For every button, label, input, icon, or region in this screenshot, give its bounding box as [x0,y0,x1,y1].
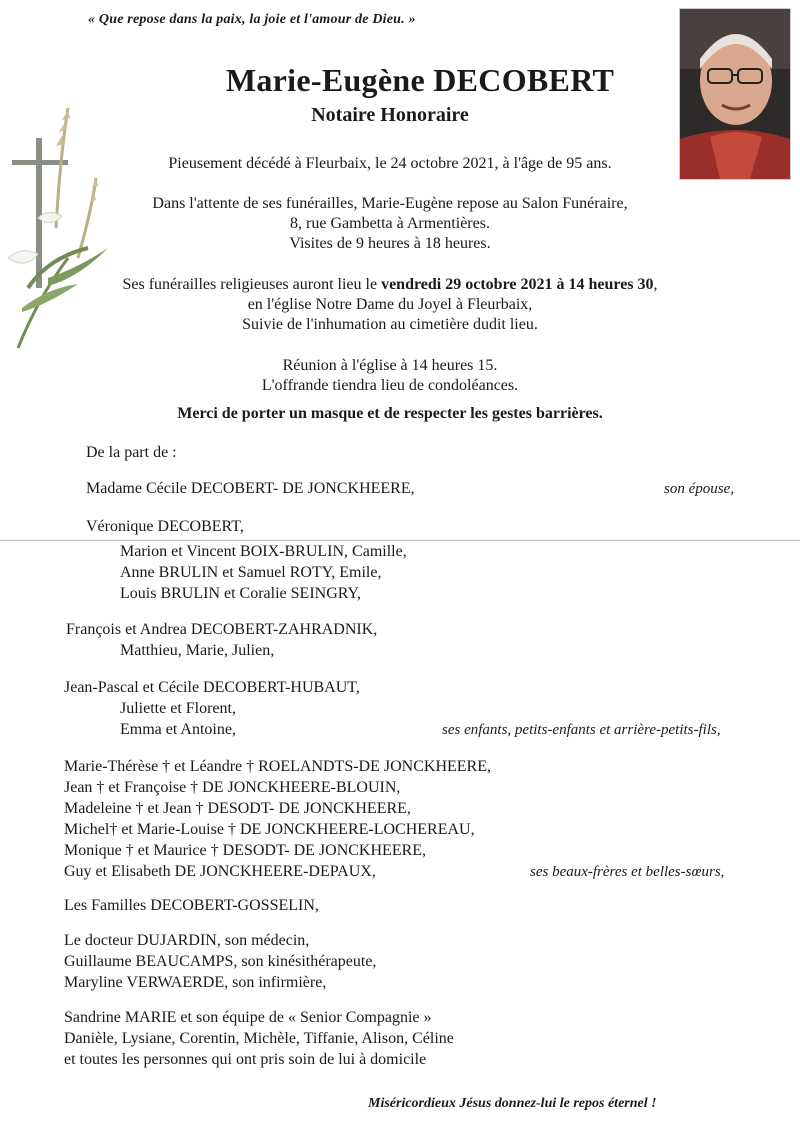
in-law-line: Marie-Thérèse † et Léandre † ROELANDTS-DE JONCKHEERE, [64,758,491,775]
child-francois: François et Andrea DECOBERT-ZAHRADNIK, [66,621,378,638]
in-law-line: Madeleine † et Jean † DESODT- DE JONCKHEERE, [64,800,411,817]
grandchild-line: Louis BRULIN et Coralie SEINGRY, [120,585,362,602]
child-jeanpascal: Jean-Pascal et Cécile DECOBERT-HUBAUT, [64,679,360,696]
in-law-line: Guy et Elisabeth DE JONCKHEERE-DEPAUX, [64,863,376,880]
rest-line-3: Visites de 9 heures à 18 heures. [289,235,491,252]
mask-notice: Merci de porter un masque et de respecter les gestes barrières. [177,405,603,422]
care-line: Guillaume BEAUCAMPS, son kinésithérapeute, [64,953,377,970]
in-law-line: Jean † et Françoise † DE JONCKHEERE-BLOUIN, [64,779,401,796]
grandchild-line: Matthieu, Marie, Julien, [120,642,275,659]
care-line: Maryline VERWAERDE, son infirmière, [64,974,327,991]
scan-divider [0,540,800,541]
funeral-line-1-c: , [653,276,658,293]
spouse-name: Madame Cécile DECOBERT- DE JONCKHEERE, [86,480,415,497]
funeral-line-3: Suivie de l'inhumation au cimetière dudit lieu. [242,316,538,333]
team-line: Danièle, Lysiane, Corentin, Michèle, Tiffanie, Alison, Céline [64,1030,454,1047]
rest-info [100,194,680,254]
rest-line-2: 8, rue Gambetta à Armentières. [290,215,490,232]
in-law-line: Michel† et Marie-Louise † DE JONCKHEERE-LOCHEREAU, [64,821,475,838]
team-line: Sandrine MARIE et son équipe de « Senior Compagnie » [64,1009,432,1026]
funeral-line-1 [90,275,690,295]
funeral-line-2: en l'église Notre Dame du Joyel à Fleurbaix, [247,296,533,313]
grandchild-line: Marion et Vincent BOIX-BRULIN, Camille, [120,543,407,560]
grandchild-line: Juliette et Florent, [120,700,236,717]
epigraph: « Que repose dans la paix, la joie et l'amour de Dieu. » [88,12,416,27]
meeting-info [100,356,680,396]
children-role: ses enfants, petits-enfants et arrière-petits-fils, [442,722,721,738]
spouse-role: son épouse, [664,481,734,497]
meeting-line-2: L'offrande tiendra lieu de condoléances. [261,377,519,394]
closing-prayer: Miséricordieux Jésus donnez-lui le repos éternel ! [368,1096,657,1111]
child-veronique: Véronique DECOBERT, [86,518,244,535]
team-line: et toutes les personnes qui ont pris soin de lui à domicile [64,1051,427,1068]
families-line: Les Familles DECOBERT-GOSSELIN, [64,897,319,914]
funeral-line-1-a: Ses funérailles religieuses auront lieu le [122,276,382,293]
death-notice: Pieusement décédé à Fleurbaix, le 24 octobre 2021, à l'âge de 95 ans. [168,155,612,172]
in-laws-role: ses beaux-frères et belles-sœurs, [530,864,725,880]
deceased-name: Marie-Eugène DECOBERT [225,62,615,98]
funeral-date: vendredi 29 octobre 2021 à 14 heures 30 [381,276,654,293]
grandchild-line: Emma et Antoine, [120,721,236,738]
grandchild-line: Anne BRULIN et Samuel ROTY, Emile, [120,564,382,581]
from-label: De la part de : [86,444,177,461]
rest-line-1: Dans l'attente de ses funérailles, Marie-Eugène repose au Salon Funéraire, [152,195,628,212]
meeting-line-1: Réunion à l'église à 14 heures 15. [282,357,498,374]
funeral-info [90,275,690,335]
in-law-line: Monique † et Maurice † DESODT- DE JONCKHEERE, [64,842,427,859]
care-line: Le docteur DUJARDIN, son médecin, [64,932,310,949]
deceased-title: Notaire Honoraire [311,104,469,126]
